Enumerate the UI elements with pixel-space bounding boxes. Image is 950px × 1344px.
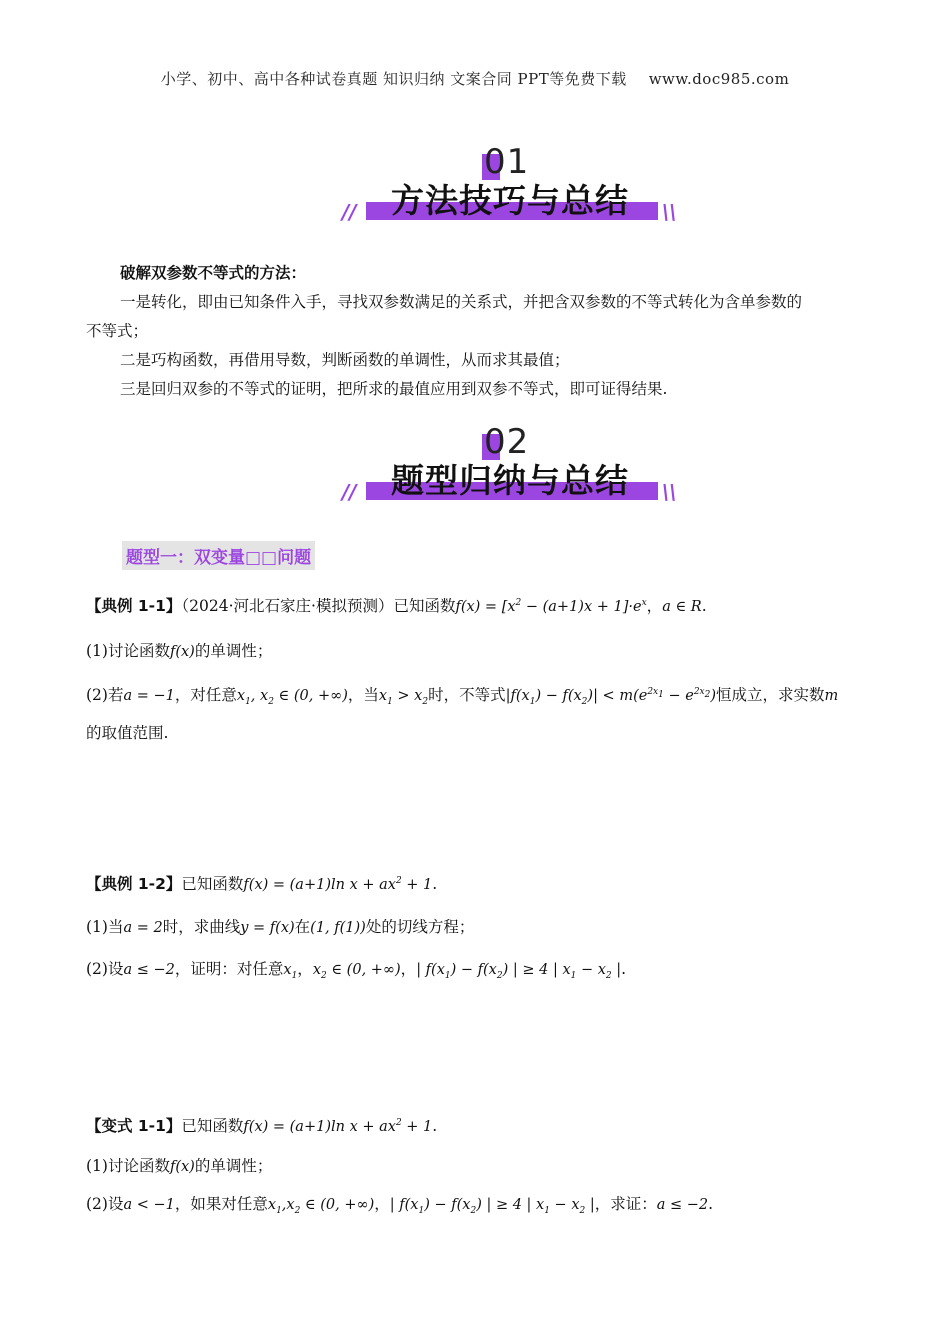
domain-formula: $x_1,x_2$ ∈ (0, +∞): [267, 1197, 375, 1216]
question-text: 的单调性；: [194, 1157, 273, 1175]
order-formula: $x_1 > x_2$: [378, 688, 429, 707]
page-header: [0, 68, 950, 89]
section-number: 01: [484, 142, 530, 182]
goal-formula: a ≤ −2: [656, 1197, 709, 1213]
question-text: (1)讨论函数: [86, 642, 170, 660]
slash-decoration-left: //: [342, 480, 357, 504]
question-text: (2)设: [86, 960, 124, 978]
section-banner-2: [340, 422, 680, 512]
question-text: 时，求曲线: [162, 918, 241, 936]
example-label: 【典例 1-2】: [86, 875, 182, 893]
variation-1-1-q1: [86, 1154, 272, 1176]
variation-1-1-stem: 【变式 1-1】已知函数f(x) = (a+1)ln $x + ax^2 + 1$.: [86, 1117, 438, 1135]
slash-decoration-left: //: [342, 200, 357, 224]
parameter-condition: a ∈ R: [662, 599, 702, 615]
example-1-2-stem: 【典例 1-2】已知函数f(x) = (a+1)ln $x + ax^2 + 1$.: [86, 875, 438, 893]
question-text: (2)若: [86, 686, 124, 704]
method-title: 破解双参数不等式的方法：: [120, 264, 307, 282]
question-text: 恒成立，求实数: [716, 686, 825, 704]
inequality-formula: $|f(x_1) - f(x_2)| < m(e^{2x_1} - e^{2x_2})$: [505, 687, 717, 707]
method-step-1b: 不等式；: [86, 322, 149, 340]
method-step-1a: 一是转化，即由已知条件入手，寻找双参数满足的关系式，并把含双参数的不等式转化为含单参数的: [120, 293, 803, 311]
method-step-3: 三是回归双参的不等式的证明，把所求的最值应用到双参不等式，即可证得结果.: [120, 380, 668, 398]
domain-formula: $x_2$ ∈ (0, +∞): [312, 962, 401, 981]
curve-formula: y = f(x): [240, 920, 295, 936]
header-site-link[interactable]: www.doc985.com: [648, 70, 790, 88]
example-1-1-q1: [86, 639, 272, 661]
question-text: (1)当: [86, 918, 124, 936]
parameter-value: a = 2: [123, 920, 163, 936]
question-text: (1)讨论函数: [86, 1157, 170, 1175]
inequality-formula: | $f(x_1) - f(x_2)$ | ≥ 4 | $x_1 - x_2$ |: [389, 1197, 595, 1216]
example-source: （2024·河北石家庄·模拟预测）已知函数: [181, 597, 456, 615]
question-text: 处的切线方程；: [365, 918, 475, 936]
example-1-1-stem: 【典例 1-1】（2024·河北石家庄·模拟预测）已知函数$f(x) = [x^2 - (a+1)x + 1]\cdot e^x$，a ∈ R.: [86, 597, 707, 615]
method-block: [86, 259, 862, 404]
question-text: 在: [294, 918, 311, 936]
slash-decoration-right: \\: [662, 200, 677, 224]
variation-label: 【变式 1-1】: [86, 1117, 182, 1135]
question-text: ，当: [347, 686, 379, 704]
question-text: ，求证：: [594, 1195, 657, 1213]
example-1-2-q1: [86, 915, 474, 937]
variable-m: m: [824, 688, 839, 704]
function-symbol: f(x): [169, 644, 195, 660]
example-label: 【典例 1-1】: [86, 597, 182, 615]
section-banner-1: [340, 142, 680, 232]
question-text: ，证明：对任意: [174, 960, 284, 978]
function-symbol: f(x): [169, 1159, 195, 1175]
question-text: 的单调性；: [194, 642, 273, 660]
section-title: 方法技巧与总结: [391, 181, 629, 220]
question-text: ，对任意: [174, 686, 237, 704]
slash-decoration-right: \\: [662, 480, 677, 504]
variation-1-1-q2: (2)设a < −1，如果对任意$x_1,x_2$ ∈ (0, +∞)，| $f(x_1) - f(x_2)$ | ≥ 4 | $x_1 - x_2$ |，求证：a ≤ −2.: [86, 1195, 714, 1216]
question-text: 时，不等式: [428, 686, 506, 704]
function-formula: f(x) = (a+1)ln $x + ax^2 + 1$: [243, 1118, 433, 1135]
domain-formula: $x_1$, $x_2$ ∈ (0, +∞): [236, 688, 348, 707]
inequality-formula: | $f(x_1) - f(x_2)$ | ≥ 4 | $x_1 - x_2$ |: [416, 962, 622, 981]
question-text: 已知函数: [181, 1117, 244, 1135]
function-formula: f(x) = (a+1)ln $x + ax^2 + 1$: [243, 876, 433, 893]
header-text: 小学、初中、高中各种试卷真题 知识归纳 文案合同 PPT等免费下载: [160, 70, 627, 88]
domain-formula: $x_1$: [283, 962, 298, 981]
question-text: 已知函数: [181, 875, 244, 893]
parameter-value: a < −1: [123, 1197, 175, 1213]
example-1-1-q2-end: 的取值范围.: [86, 724, 169, 742]
parameter-value: a ≤ −2: [123, 962, 175, 978]
example-1-2-q2: (2)设a ≤ −2，证明：对任意$x_1$，$x_2$ ∈ (0, +∞)，| $f(x_1) - f(x_2)$ | ≥ 4 | $x_1 - x_2$ |.: [86, 960, 627, 981]
question-text: (2)设: [86, 1195, 124, 1213]
function-formula: $f(x) = [x^2 - (a+1)x + 1]\cdot e^x$: [455, 598, 647, 615]
example-1-1-q2: [86, 683, 838, 707]
section-number: 02: [484, 422, 530, 462]
type-heading: 题型一：双变量□□问题: [122, 541, 315, 570]
method-step-2: 二是巧构函数，再借用导数，判断函数的单调性，从而求其最值；: [120, 351, 570, 369]
point-formula: (1, f(1)): [310, 920, 366, 936]
question-text: .: [621, 960, 627, 978]
parameter-value: a = −1: [123, 688, 175, 704]
question-text: ，如果对任意: [174, 1195, 268, 1213]
section-title: 题型归纳与总结: [391, 461, 629, 500]
